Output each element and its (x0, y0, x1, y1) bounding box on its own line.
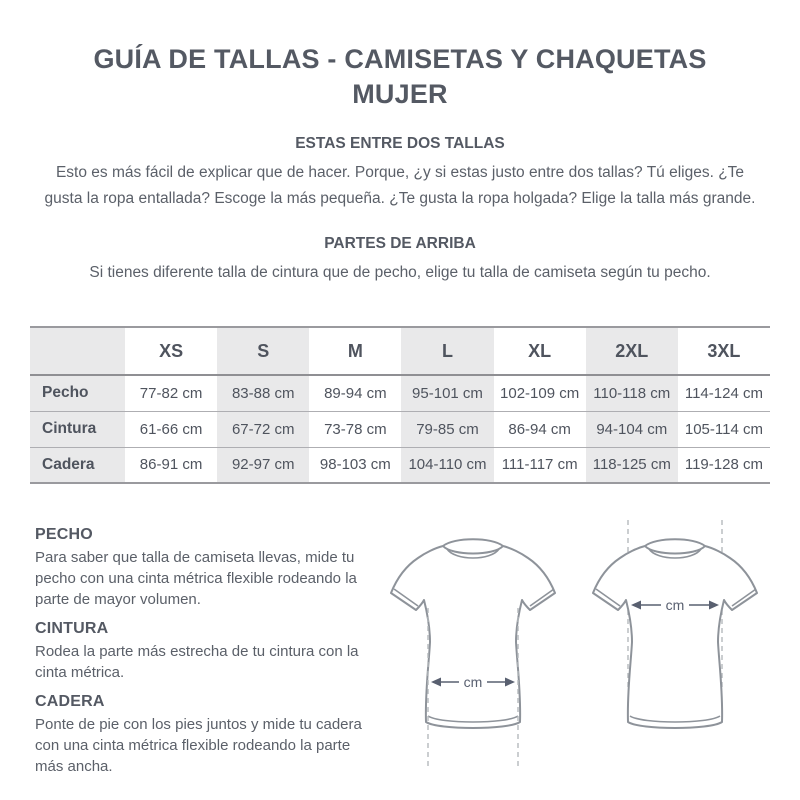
tshirt-diagram-chest (589, 518, 761, 786)
cell-cadera-3xl: 119-128 cm (678, 447, 770, 483)
cell-pecho-m: 89-94 cm (309, 375, 401, 411)
size-column-header-m: M (309, 327, 401, 375)
size-table-header (30, 327, 770, 375)
cell-cadera-xs: 86-91 cm (125, 447, 217, 483)
row-label-cadera: Cadera (30, 447, 125, 483)
cell-cintura-3xl: 105-114 cm (678, 411, 770, 447)
cell-cadera-xl: 111-117 cm (494, 447, 586, 483)
tshirt-chest-svg (589, 518, 761, 770)
cell-pecho-2xl: 110-118 cm (586, 375, 678, 411)
guide-heading-pecho: PECHO (35, 526, 93, 543)
cell-cadera-2xl: 118-125 cm (586, 447, 678, 483)
cell-pecho-l: 95-101 cm (401, 375, 493, 411)
cell-pecho-3xl: 114-124 cm (678, 375, 770, 411)
cell-pecho-s: 83-88 cm (217, 375, 309, 411)
guide-heading-cadera: CADERA (35, 693, 105, 710)
hip-cm-label: cm (463, 674, 483, 690)
cell-pecho-xs: 77-82 cm (125, 375, 217, 411)
row-label-cintura: Cintura (30, 411, 125, 447)
upper-parts-heading: PARTES DE ARRIBA (324, 235, 476, 252)
cell-cintura-s: 67-72 cm (217, 411, 309, 447)
row-label-pecho: Pecho (30, 375, 125, 411)
tshirt-outline (593, 539, 757, 728)
guide-block-cadera (35, 693, 365, 777)
cell-cadera-m: 98-103 cm (309, 447, 401, 483)
size-table (30, 326, 770, 484)
size-column-header-s: S (217, 327, 309, 375)
tshirt-outline (391, 539, 555, 728)
intro-upper-parts (30, 235, 770, 286)
guide-block-pecho (35, 526, 365, 610)
table-row-pecho (30, 375, 770, 411)
tshirt-diagram-hip (387, 518, 559, 786)
cell-cintura-xs: 61-66 cm (125, 411, 217, 447)
table-row-cadera (30, 447, 770, 483)
size-column-header-2xl: 2XL (586, 327, 678, 375)
size-table-corner-cell (30, 327, 125, 375)
cell-cintura-l: 79-85 cm (401, 411, 493, 447)
cell-cintura-2xl: 94-104 cm (586, 411, 678, 447)
size-column-header-l: L (401, 327, 493, 375)
cell-cadera-s: 92-97 cm (217, 447, 309, 483)
between-sizes-heading: ESTAS ENTRE DOS TALLAS (295, 135, 505, 152)
table-row-cintura (30, 411, 770, 447)
tshirt-diagrams (387, 518, 761, 786)
cell-cintura-xl: 86-94 cm (494, 411, 586, 447)
guide-heading-cintura: CINTURA (35, 620, 109, 637)
guide-text-pecho: Para saber que talla de camiseta llevas, mide tu pecho con una cinta métrica flexible rodeando la parte de mayor volumen. (35, 549, 357, 608)
upper-parts-text: Si tienes diferente talla de cintura que de pecho, elige tu talla de camiseta según tu pecho. (89, 264, 711, 281)
guide-text-cintura: Rodea la parte más estrecha de tu cintura con la cinta métrica. (35, 643, 359, 681)
cell-cintura-m: 73-78 cm (309, 411, 401, 447)
cell-pecho-xl: 102-109 cm (494, 375, 586, 411)
measuring-instructions-section (30, 522, 770, 786)
page-title: GUÍA DE TALLAS - CAMISETAS Y CHAQUETAS MUJER (93, 44, 707, 109)
guide-block-cintura (35, 620, 365, 683)
between-sizes-text: Esto es más fácil de explicar que de hacer. Porque, ¿y si estas justo entre dos tallas? Tú eliges. ¿Te gusta la ropa entallada? Escoge la más pequeña. ¿Te gusta la ropa holgada? Elige la talla más grande. (44, 164, 756, 207)
size-column-header-xs: XS (125, 327, 217, 375)
measuring-instructions-text (30, 522, 365, 786)
cell-cadera-l: 104-110 cm (401, 447, 493, 483)
size-column-header-3xl: 3XL (678, 327, 770, 375)
size-table-header-row (30, 327, 770, 375)
size-column-header-xl: XL (494, 327, 586, 375)
chest-cm-label: cm (665, 597, 685, 613)
tshirt-hip-svg (387, 518, 559, 770)
intro-between-sizes (30, 135, 770, 212)
guide-text-cadera: Ponte de pie con los pies juntos y mide tu cadera con una cinta métrica flexible rodeando la parte más ancha. (35, 716, 362, 775)
